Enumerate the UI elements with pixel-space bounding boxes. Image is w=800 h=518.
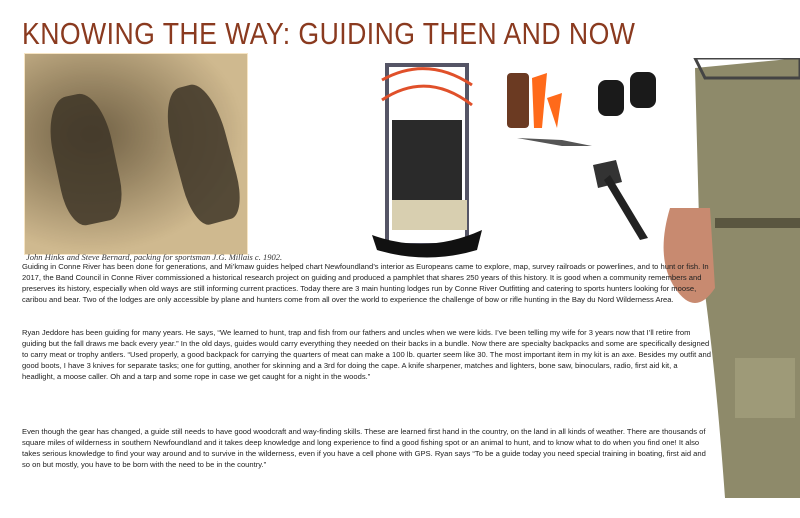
- hatchet-image: [588, 160, 653, 240]
- binoculars-image: [596, 70, 658, 118]
- page-title: KNOWING THE WAY: GUIDING THEN AND NOW: [22, 16, 636, 51]
- paragraph-ryan-quote: Ryan Jeddore has been guiding for many years. He says, “We learned to hunt, trap and fish from our fathers and uncles when we were kids. I’ve been telling my wife for 3 years now that I’ll retire from guiding but the fall draws me back every year.” In the old days, guides would carry everything they needed on their backs in a bundle. Now there are specialty backpacks and some are specifically designed to carry meat or trophy antlers. “Used properly, a good backpack for carrying the quarters of meat can make a 100 lb. quarter seem like 30. The most important item in my kit is an axe. Besides my outfit and good boots, I have 3 knives for separate tasks; one for gutting, another for skinning and a 3rd for doing the cape. A knife sharpener, matches and lighters, bone saw, binoculars, radio, first aid kit, a headlight, a moose caller. Oh and a tarp and some rope in case we get caught for a night in the woods.”: [22, 328, 711, 381]
- paragraph-woodcraft: Even though the gear has changed, a guide still needs to have good woodcraft and way-finding skills. These are learned first hand in the country, on the land in all kinds of weather. There are thousands of square miles of wilderness in southern Newfoundland and it takes deep knowledge and long experience to find a good fishing spot or an animal to hunt, and to know what to do when you find one! It also takes serious knowledge to find your way around and to survive in the wilderness, even if you have a cell phone with GPS. Ryan says “To be a guide today you need special training in boating, first aid and so on but mostly, you have to be born with the need to be in the country.”: [22, 427, 706, 469]
- pack-frame-image: [372, 60, 482, 260]
- historical-photo: [24, 53, 248, 255]
- photo-figure-right: [158, 79, 247, 228]
- photo-figure-left: [42, 89, 128, 229]
- paragraph-intro: Guiding in Conne River has been done for generations, and Mi’kmaw guides helped chart Newfoundland’s interior as Europeans came to explore, map, survey railroads or powerlines, and to hunt or fish. In 2017, the Band Council in Conne River commissioned a historical research project on guiding and produced a pamphlet that shares 250 years of this history. It is good when a community remembers and preserves its history, especially when old ways are still informing current practices. Today there are 3 main hunting lodges run by Conne River Outfitting and catering to sports hunters looking for moose, caribou and bear. Two of the lodges are only accessible by plane and hunters come from all over the world to experience the challenge of bow or rifle hunting in the Bay du Nord Wilderness Area.: [22, 262, 709, 304]
- knives-image: [502, 68, 597, 153]
- photo-caption: John Hinks and Steve Bernard, packing for sportsman J.G. Millais c. 1902.: [26, 252, 283, 262]
